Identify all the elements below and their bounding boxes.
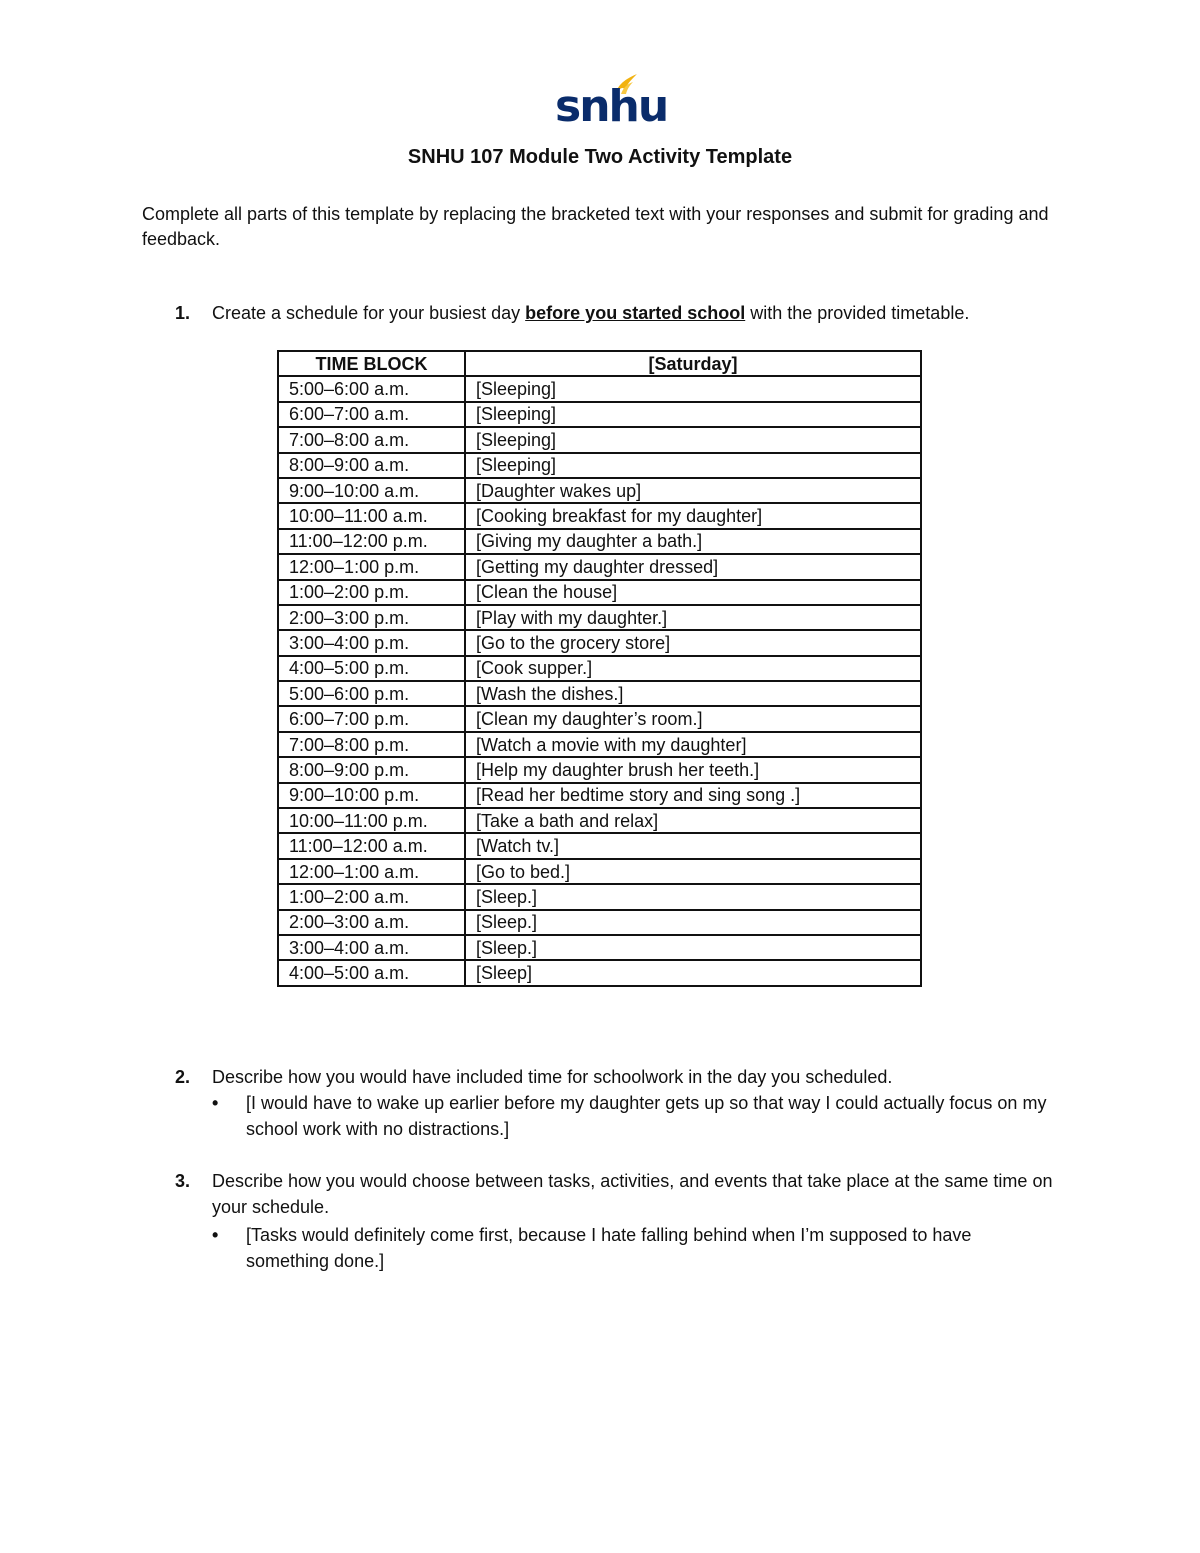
time-block-cell: 1:00–2:00 p.m. <box>278 580 465 605</box>
table-row <box>278 503 921 528</box>
time-block-cell: 3:00–4:00 a.m. <box>278 935 465 960</box>
activity-cell: [Sleeping] <box>465 427 921 452</box>
logo-wordmark: snhu <box>555 81 668 132</box>
activity-cell: [Sleep.] <box>465 884 921 909</box>
time-block-cell: 2:00–3:00 a.m. <box>278 910 465 935</box>
table-row <box>278 453 921 478</box>
time-block-cell: 12:00–1:00 a.m. <box>278 859 465 884</box>
activity-cell: [Getting my daughter dressed] <box>465 554 921 579</box>
question-3 <box>175 1168 1055 1220</box>
table-header-row <box>278 351 921 376</box>
table-row <box>278 884 921 909</box>
question-2 <box>175 1064 1055 1090</box>
table-row <box>278 960 921 985</box>
activity-cell: [Sleep.] <box>465 935 921 960</box>
table-row <box>278 681 921 706</box>
time-block-cell: 9:00–10:00 p.m. <box>278 783 465 808</box>
column-header-time-block: TIME BLOCK <box>278 351 465 376</box>
table-row <box>278 935 921 960</box>
answer-text: [I would have to wake up earlier before my daughter gets up so that way I could actually focus on my school work with no distractions.] <box>246 1093 1047 1139</box>
question-text: Describe how you would have included time for schoolwork in the day you scheduled. <box>212 1067 893 1087</box>
table-row <box>278 706 921 731</box>
time-block-cell: 9:00–10:00 a.m. <box>278 478 465 503</box>
table-row <box>278 402 921 427</box>
activity-cell: [Play with my daughter.] <box>465 605 921 630</box>
schedule-body <box>278 376 921 985</box>
time-block-cell: 4:00–5:00 a.m. <box>278 960 465 985</box>
activity-cell: [Clean my daughter’s room.] <box>465 706 921 731</box>
question-number: 1. <box>175 303 191 323</box>
question-1 <box>175 300 1055 326</box>
table-row <box>278 859 921 884</box>
time-block-cell: 8:00–9:00 p.m. <box>278 757 465 782</box>
schedule-table <box>277 350 922 987</box>
time-block-cell: 11:00–12:00 a.m. <box>278 833 465 858</box>
column-header-day: [Saturday] <box>465 351 921 376</box>
time-block-cell: 5:00–6:00 p.m. <box>278 681 465 706</box>
table-row <box>278 808 921 833</box>
activity-cell: [Sleep.] <box>465 910 921 935</box>
time-block-cell: 12:00–1:00 p.m. <box>278 554 465 579</box>
table-row <box>278 656 921 681</box>
table-row <box>278 630 921 655</box>
activity-cell: [Watch a movie with my daughter] <box>465 732 921 757</box>
question-text <box>212 300 1055 326</box>
time-block-cell: 3:00–4:00 p.m. <box>278 630 465 655</box>
activity-cell: [Help my daughter brush her teeth.] <box>465 757 921 782</box>
answer-text: [Tasks would definitely come first, because I hate falling behind when I’m supposed to have something done.] <box>246 1225 972 1271</box>
table-row <box>278 427 921 452</box>
snhu-logo <box>553 72 668 134</box>
table-row <box>278 376 921 401</box>
table-row <box>278 605 921 630</box>
time-block-cell: 8:00–9:00 a.m. <box>278 453 465 478</box>
activity-cell: [Go to bed.] <box>465 859 921 884</box>
table-row <box>278 757 921 782</box>
table-row <box>278 783 921 808</box>
time-block-cell: 7:00–8:00 p.m. <box>278 732 465 757</box>
question-number: 3. <box>175 1171 191 1191</box>
table-row <box>278 732 921 757</box>
instructions-paragraph: Complete all parts of this template by replacing the bracketed text with your responses and submit for grading and feedback. <box>142 204 1049 249</box>
time-block-cell: 7:00–8:00 a.m. <box>278 427 465 452</box>
bullet-icon: • <box>212 1093 219 1113</box>
question-text: Describe how you would choose between tasks, activities, and events that take place at the same time on your schedule. <box>212 1171 1053 1217</box>
table-row <box>278 910 921 935</box>
table-row <box>278 833 921 858</box>
question-text-part: with the provided timetable. <box>745 303 970 323</box>
activity-cell: [Clean the house] <box>465 580 921 605</box>
activity-cell: [Watch tv.] <box>465 833 921 858</box>
activity-cell: [Go to the grocery store] <box>465 630 921 655</box>
activity-cell: [Giving my daughter a bath.] <box>465 529 921 554</box>
time-block-cell: 6:00–7:00 p.m. <box>278 706 465 731</box>
question-text-part: Create a schedule for your busiest day <box>212 303 526 323</box>
page-title: SNHU 107 Module Two Activity Template <box>407 146 793 168</box>
activity-cell: [Take a bath and relax] <box>465 808 921 833</box>
time-block-cell: 4:00–5:00 p.m. <box>278 656 465 681</box>
time-block-cell: 6:00–7:00 a.m. <box>278 402 465 427</box>
activity-cell: [Wash the dishes.] <box>465 681 921 706</box>
time-block-cell: 5:00–6:00 a.m. <box>278 376 465 401</box>
table-row <box>278 529 921 554</box>
time-block-cell: 10:00–11:00 p.m. <box>278 808 465 833</box>
time-block-cell: 11:00–12:00 p.m. <box>278 529 465 554</box>
question-number: 2. <box>175 1067 191 1087</box>
bullet-icon: • <box>212 1225 219 1245</box>
table-row <box>278 478 921 503</box>
activity-cell: [Cooking breakfast for my daughter] <box>465 503 921 528</box>
activity-cell: [Daughter wakes up] <box>465 478 921 503</box>
activity-cell: [Cook supper.] <box>465 656 921 681</box>
activity-cell: [Sleeping] <box>465 376 921 401</box>
time-block-cell: 1:00–2:00 a.m. <box>278 884 465 909</box>
activity-cell: [Sleep] <box>465 960 921 985</box>
question-emphasis: before you started school <box>525 303 746 323</box>
time-block-cell: 10:00–11:00 a.m. <box>278 503 465 528</box>
time-block-cell: 2:00–3:00 p.m. <box>278 605 465 630</box>
activity-cell: [Read her bedtime story and sing song .] <box>465 783 921 808</box>
answer-3 <box>212 1222 1052 1274</box>
activity-cell: [Sleeping] <box>465 402 921 427</box>
answer-2 <box>212 1090 1052 1142</box>
table-row <box>278 580 921 605</box>
activity-cell: [Sleeping] <box>465 453 921 478</box>
table-row <box>278 554 921 579</box>
